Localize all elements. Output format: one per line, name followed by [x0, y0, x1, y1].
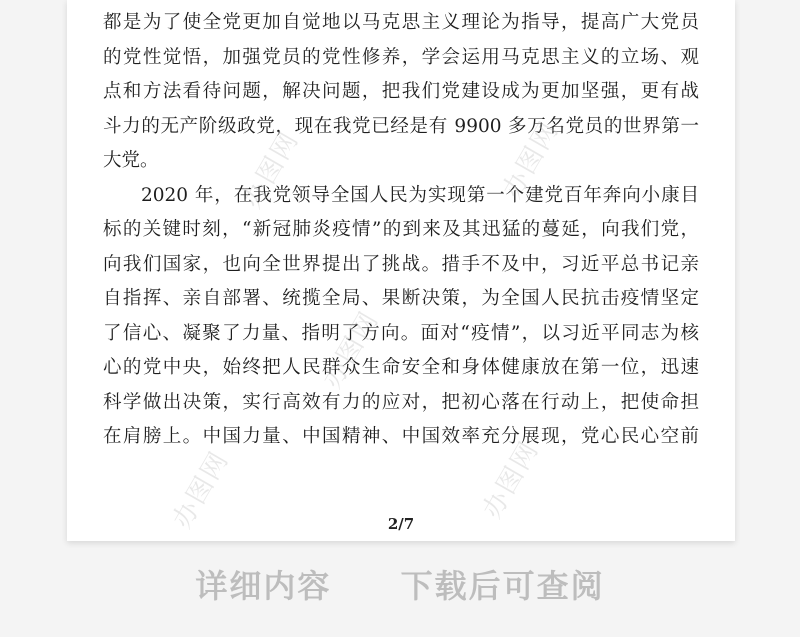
text-line: 大党。: [103, 150, 159, 171]
text-line: 2020 年，在我党领导全国人民为实现第一个建党百年奔向小康目: [141, 184, 699, 206]
details-label: 详细内容: [195, 567, 332, 605]
page-number: 2/7: [387, 515, 415, 533]
watermark: 办图网: [497, 115, 566, 204]
text-line: 的党性觉悟，加强党员的党性修养，学会运用马克思主义的立场、观: [103, 46, 699, 68]
footer-banner: [0, 561, 800, 611]
text-line: 科学做出决策，实行高效有力的应对，把初心落在行动上，把使命担: [103, 391, 699, 413]
document-body: [103, 6, 699, 455]
text-line: 向我们国家，也向全世界提出了挑战。措手不及中，习近平总书记亲: [103, 253, 699, 275]
text-line: 在肩膀上。中国力量、中国精神、中国效率充分展现，党心民心空前: [103, 426, 699, 447]
text-line: 了信心、凝聚了力量、指明了方向。面对“疫情”，以习近平同志为核: [103, 322, 699, 344]
text-line: 标的关键时刻，“新冠肺炎疫情”的到来及其迅猛的蔓延，向我们党，: [103, 219, 699, 240]
watermark: 办图网: [167, 445, 236, 534]
download-label: 下载后可查阅: [400, 567, 605, 605]
text-line: 自指挥、亲自部署、统揽全局、果断决策，为全国人民抗击疫情坚定: [103, 288, 699, 309]
document-page: [67, 0, 735, 541]
text-line: 心的党中央，始终把人民群众生命安全和身体健康放在第一位，迅速: [103, 357, 699, 378]
watermark: 办图网: [237, 125, 306, 214]
watermark: 办图网: [317, 305, 386, 394]
text-line: 都是为了使全党更加自觉地以马克思主义理论为指导，提高广大党员: [103, 12, 699, 33]
text-line: 斗力的无产阶级政党，现在我党已经是有 9900 多万名党员的世界第一: [103, 115, 699, 137]
watermark: 办图网: [477, 435, 546, 524]
text-line: 点和方法看待问题，解决问题，把我们党建设成为更加坚强，更有战: [103, 81, 699, 102]
